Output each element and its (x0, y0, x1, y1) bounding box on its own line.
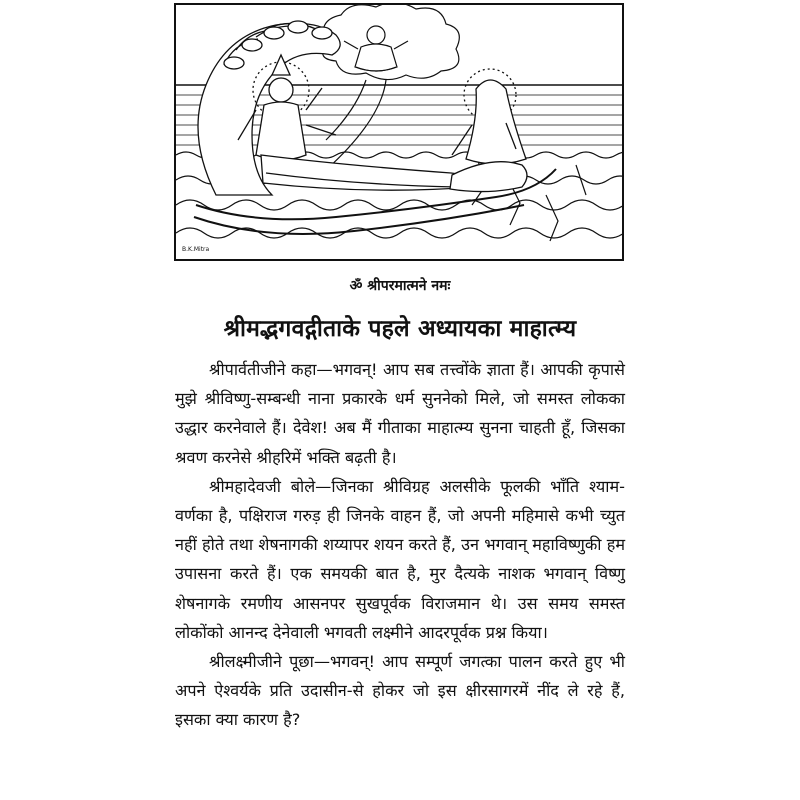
artist-signature: B.K.Mitra (182, 246, 210, 253)
body-text (175, 355, 625, 735)
paragraph: श्रीमहादेवजी बोले—जिनका श्रीविग्रह अलसीके फूलकी भाँति श्याम-वर्णका है, पक्षिराज गरुड़ ही जिनके वाहन हैं, जो अपनी महिमासे कभी च्युत नहीं होते तथा शेषनागकी शय्यापर शयन करते हैं, उन भगवान् महाविष्णुकी हम उपासना करते हैं। एक समयकी बात है, मुर दैत्यके नाशक भगवान् विष्णु शेषनागके रमणीय आसनपर सुखपूर्वक विराजमान थे। उस समय समस्त लोकोंको आनन्द देनेवाली भगवती लक्ष्मीने आदरपूर्वक प्रश्न किया। (175, 476, 625, 642)
paragraph: श्रीपार्वतीजीने कहा—भगवन्! आप सब तत्त्वोंके ज्ञाता हैं। आपकी कृपासे मुझे श्रीविष्णु-सम्बन्धी नाना प्रकारके धर्म सुननेको मिले, जो समस्त लोकका उद्धार करनेवाले हैं। देवेश! अब मैं गीताका माहात्म्य सुनना चाहती हूँ, जिसका श्रवण करनेसे श्रीहरिमें भक्ति बढ़ती है। (175, 360, 625, 467)
illustration-frame (174, 3, 624, 261)
paragraph: श्रीलक्ष्मीजीने पूछा—भगवन्! आप सम्पूर्ण जगत्का पालन करते हुए भी अपने ऐश्वर्यके प्रति उदासीन-से होकर जो इस क्षीरसागरमें नींद ले रहे हैं, इसका क्या कारण है? (175, 652, 625, 730)
vishnu-lakshmi-illustration (176, 5, 622, 259)
page-title: श्रीमद्भगवद्गीताके पहले अध्यायका माहात्म्य (223, 316, 577, 342)
invocation-line: ॐ श्रीपरमात्मने नमः (349, 278, 451, 294)
